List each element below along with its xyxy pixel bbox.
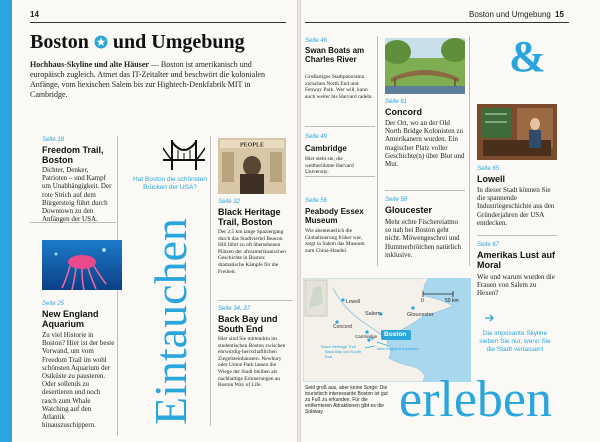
big-word: erleben: [399, 371, 553, 428]
map-label-lowell: Lowell: [346, 299, 361, 305]
swan-text: Großartiges Stadtpanorama zwischen North End und Fenway Park. Wer will, kann auch weiter bis Harvard radeln.: [305, 74, 373, 100]
ampersand: &: [509, 32, 546, 81]
gloucester-text: Mehr echte Fischereiatmo so nah bei Boston geht nicht. Möwengeschrei und Hummerbrötchen natürlich inklusive.: [385, 218, 462, 259]
page-number-right: 15: [555, 10, 564, 19]
freedom-text: Dichter, Denker, Patrioten – und Kampf um Unabhängigkeit. Der rote Strich auf dem Bürgersteig führt durch Downtown zu den Anfängen der USA.: [42, 166, 112, 224]
cambridge-text: Hier steht sie, die weltberühmte Harvard University.: [305, 156, 354, 176]
divider: [385, 190, 465, 191]
aquarium-ref: Seite 25: [42, 301, 65, 307]
map-label-blackheritage: Black Heritage Trail: [321, 344, 356, 349]
hand-pointer-icon: [485, 310, 497, 328]
bridge-caption: Hat Boston die schönsten Brücken der USA?: [132, 176, 208, 191]
bridge-icon: [163, 138, 205, 177]
right-page: [301, 0, 600, 442]
vertical-word-text: Eintauchen: [145, 218, 196, 425]
swan-ref: Seite 46: [305, 38, 328, 44]
region-map: [303, 278, 471, 382]
title-part-1: Boston: [30, 31, 89, 53]
peabody-ref: Seite 56: [305, 198, 328, 204]
gloucester-title: Gloucester: [385, 205, 433, 215]
peabody-title: Peabody Essex Museum: [305, 207, 364, 225]
cambridge-title: Cambridge: [305, 144, 347, 153]
concord-ref: Seite 61: [385, 99, 408, 105]
divider: [477, 235, 557, 236]
black-heritage-text: Der 2,5 km lange Spaziergang durch das Stadtviertel Beacon Hill führt zu oft übersehenen Plätzen der afroamerikanischen Geschichte in Boston: dramatische Kämpfe für die Freiheit.: [218, 229, 286, 275]
map-scale-50: 50 km: [445, 298, 459, 304]
map-label-cambridge: Cambridge: [355, 334, 378, 339]
divider: [305, 176, 375, 177]
lowell-text: In dieser Stadt können Sie die spannende Industriegeschichte aus den Gründerjahren der USA entdecken.: [477, 186, 555, 227]
page-number-left: 14: [30, 10, 39, 19]
map-scale-0: 0: [421, 298, 424, 304]
left-page-edge-strip: [0, 0, 12, 442]
concord-title: Concord: [385, 107, 422, 117]
vertical-word: [145, 218, 196, 425]
map-label-backbay: Back Bay und South End: [325, 349, 362, 359]
black-heritage-title: Black Heritage Trail, Boston: [218, 207, 281, 227]
black-heritage-ref: Seite 32: [218, 199, 241, 205]
divider: [210, 136, 211, 426]
page-title: [30, 30, 290, 55]
aquarium-title: New England Aquarium: [42, 309, 99, 329]
aquarium-text: Zu viel Historie in Boston? Hier ist der beste Vorwand, um vom Freedom Trail im wohl schönsten Aquarium der Ostküste zu pausieren. Oder sollends zu desertieren und noch rasch zum Whale Watching auf den Atlantik hinauszuschippern.: [42, 331, 115, 430]
map-label-boston: Boston: [384, 331, 407, 338]
map-label-gloucester: Gloucester: [407, 312, 434, 318]
divider: [377, 36, 378, 266]
map-label-salem: Salem: [365, 311, 381, 317]
backbay-text: Hier sind Sie mittendrin im studentischen Boston zwischen ehrwürdig-herrschaftlichen Ziegelsteinhäusern. Newbury oder Union Park lassen die Wiege der Stadt bleiben als nachhaltige Erinnerungen an Boston Way of Life.: [218, 336, 286, 389]
star-icon: [94, 31, 108, 55]
swan-title: Swan Boats am Charles River: [305, 46, 365, 64]
intro-bold: Hochhaus-Skyline und alte Häuser: [30, 60, 149, 69]
info-note: Seid groß aus, aber keine Sorge: Die touristisch interessante Boston ist gut zu Fuß zu erkunden. Für die entfernteren Attraktionen gibt es die Subway.: [305, 385, 388, 415]
lowell-ref: Seite 65: [477, 166, 500, 172]
lowell-title: Lowell: [477, 174, 506, 184]
lowell-photo: [477, 104, 557, 160]
divider: [218, 300, 292, 301]
map-label-concord: Concord: [333, 324, 352, 330]
concord-text: Der Ort, wo an der Old North Bridge Kolonisten zu Amerikanern wurden. Ein magischer Platz voller Geschichte(n) über Blut und Mut.: [385, 119, 465, 169]
skyline-caption: Die imposante Skyline sieben Sie nur, wenn Sie die Stadt verlassen!: [479, 330, 551, 353]
running-header-right: Boston und Umgebung: [469, 10, 551, 19]
peabody-text: Wie abenteuerlich die Globalisierung früher war, zeigt in Salem das Museum zum China-Handel.: [305, 228, 365, 254]
header-rule-left: [30, 22, 286, 23]
freedom-title: Freedom Trail, Boston: [42, 145, 104, 165]
cambridge-ref: Seite 49: [305, 134, 328, 140]
title-part-2: und Umgebung: [112, 31, 245, 53]
gloucester-ref: Seite 58: [385, 197, 408, 203]
divider: [305, 126, 375, 127]
header-rule-right: [305, 22, 569, 23]
map-label-aquarium: New England Aquarium: [377, 346, 419, 351]
left-page: [0, 0, 297, 442]
aquarium-photo: [42, 240, 122, 290]
svg-text:PEOPLE: PEOPLE: [239, 142, 265, 149]
intro-text: — Boston ist amerikanisch und europäisch zugleich. Atmet das IT-Zeitalter und beschwört die kolonialen Anfänge, vom hexischen Salem bis zur Hightech-Denkfabrik MIT in Cambridge.: [30, 60, 265, 99]
moral-text: Wie und warum wurden die Frauen von Salem zu Hexen?: [477, 273, 555, 298]
black-heritage-photo: [218, 138, 286, 194]
freedom-ref: Seite 18: [42, 137, 65, 143]
concord-photo: [385, 38, 465, 94]
moral-title: Amerikas Lust auf Moral: [477, 250, 556, 270]
backbay-ref: Seite 34, 37: [218, 306, 251, 312]
divider: [469, 36, 470, 266]
moral-ref: Seite 67: [477, 242, 500, 248]
backbay-title: Back Bay und South End: [218, 314, 278, 334]
intro-paragraph: [30, 60, 288, 100]
